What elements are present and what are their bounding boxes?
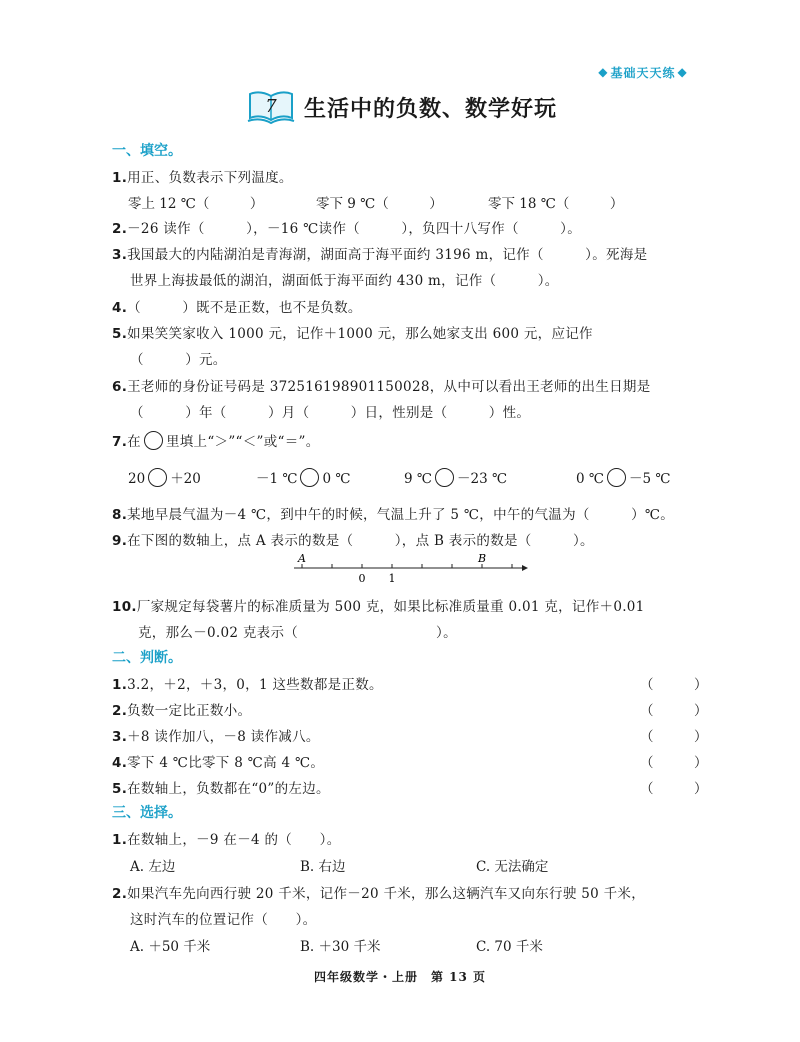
compare-circle-icon[interactable] bbox=[435, 468, 454, 487]
compare-item bbox=[576, 467, 670, 487]
q-text: 厂家规定每袋薯片的标准质量为 500 克，如果比标准质量重 0.01 克，记作＋0.01 bbox=[136, 599, 645, 615]
q-text: 用正、负数表示下列温度。 bbox=[127, 170, 293, 186]
fill-q5 bbox=[112, 322, 593, 342]
compare-left: 0 ℃ bbox=[576, 471, 604, 487]
diamond-icon: ◆ bbox=[598, 65, 609, 79]
q-number: 5. bbox=[112, 326, 128, 342]
judge-item bbox=[112, 751, 324, 771]
compare-item bbox=[128, 467, 201, 487]
fill-q6 bbox=[112, 375, 651, 395]
q-number: 6. bbox=[112, 379, 128, 395]
number-line bbox=[290, 550, 530, 586]
compare-right: －23 ℃ bbox=[456, 471, 508, 487]
q-text: 如果汽车先向西行驶 20 千米，记作－20 千米，那么这辆汽车又向东行驶 50 千米， bbox=[127, 886, 646, 902]
q-text: 在数轴上，负数都在“0”的左边。 bbox=[127, 781, 330, 797]
judge-item bbox=[112, 725, 320, 745]
q-text: －26 读作（ ），－16 ℃读作（ ），负四十八写作（ ）。 bbox=[127, 221, 582, 237]
q-text: （ ）既不是正数，也不是负数。 bbox=[127, 300, 362, 316]
choice-q1 bbox=[112, 828, 341, 848]
lesson-header bbox=[0, 88, 800, 128]
choice-q2 bbox=[112, 882, 645, 902]
fill-q3-cont: 世界上海拔最低的湖泊，湖面低于海平面约 430 m，记作（ ）。 bbox=[130, 273, 559, 289]
page-title: 生活中的负数、数学好玩 bbox=[304, 97, 558, 122]
compare-right: －5 ℃ bbox=[628, 471, 671, 487]
q-text: 在下图的数轴上，点 A 表示的数是（ ），点 B 表示的数是（ ）。 bbox=[127, 533, 594, 549]
q-number: 2. bbox=[112, 221, 128, 237]
q-text-post: 里填上“＞”“＜”或“＝”。 bbox=[165, 434, 320, 450]
compare-circle-icon[interactable] bbox=[300, 468, 319, 487]
q-number: 1. bbox=[112, 677, 128, 693]
q-number: 9. bbox=[112, 533, 128, 549]
judge-item bbox=[112, 699, 251, 719]
choice-option[interactable]: A. 左边 bbox=[130, 859, 176, 875]
q-text: 在数轴上，－9 在－4 的（ ）。 bbox=[127, 832, 341, 848]
tick-label-one: 1 bbox=[388, 572, 396, 585]
fill-q7 bbox=[112, 430, 320, 450]
q-number: 1. bbox=[112, 170, 128, 186]
q-number: 8. bbox=[112, 507, 128, 523]
q-number: 3. bbox=[112, 247, 128, 263]
q-text: 负数一定比正数小。 bbox=[127, 703, 252, 719]
q-number: 2. bbox=[112, 886, 128, 902]
judge-answer-paren[interactable]: （ ） bbox=[640, 755, 708, 771]
fill-q5-cont: （ ）元。 bbox=[130, 352, 227, 368]
q-text: 我国最大的内陆湖泊是青海湖，湖面高于海平面约 3196 m，记作（ ）。死海是 bbox=[127, 247, 648, 263]
choice-option[interactable]: A. ＋50 千米 bbox=[130, 939, 211, 955]
tick-label-zero: 0 bbox=[358, 572, 366, 585]
fill-q1-item: 零下 9 ℃（ ） bbox=[316, 196, 443, 212]
q-text: 3.2，＋2，＋3，0，1 这些数都是正数。 bbox=[127, 677, 383, 693]
q-number: 3. bbox=[112, 729, 128, 745]
judge-answer-paren[interactable]: （ ） bbox=[640, 703, 708, 719]
q-text: ＋8 读作加八，－8 读作减八。 bbox=[127, 729, 320, 745]
point-b-label: B bbox=[477, 552, 487, 565]
choice-option[interactable]: B. 右边 bbox=[300, 859, 346, 875]
judge-answer-paren[interactable]: （ ） bbox=[640, 781, 708, 797]
compare-left: 20 bbox=[128, 471, 146, 487]
fill-q1-item: 零上 12 ℃（ ） bbox=[128, 196, 264, 212]
fill-q1-item: 零下 18 ℃（ ） bbox=[488, 196, 624, 212]
arrow-icon bbox=[522, 565, 528, 571]
judge-item bbox=[112, 777, 330, 797]
q-number: 2. bbox=[112, 703, 128, 719]
judge-answer-paren[interactable]: （ ） bbox=[640, 729, 708, 745]
compare-left: －1 ℃ bbox=[256, 471, 298, 487]
fill-q9 bbox=[112, 529, 594, 549]
fill-q4 bbox=[112, 296, 362, 316]
compare-right: 0 ℃ bbox=[322, 471, 351, 487]
point-a-label: A bbox=[298, 552, 306, 565]
judge-item bbox=[112, 673, 383, 693]
q-text: 零下 4 ℃比零下 8 ℃高 4 ℃。 bbox=[127, 755, 325, 771]
q-number: 1. bbox=[112, 832, 128, 848]
judge-answer-paren[interactable]: （ ） bbox=[640, 677, 708, 693]
fill-q3 bbox=[112, 243, 647, 263]
fill-q8 bbox=[112, 503, 674, 523]
fill-q6-cont: （ ）年（ ）月（ ）日，性别是（ ）性。 bbox=[130, 405, 531, 421]
page-footer: 四年级数学・上册 第 13 页 bbox=[313, 970, 487, 984]
q-number: 4. bbox=[112, 755, 128, 771]
choice-option[interactable]: C. 70 千米 bbox=[476, 939, 543, 955]
choice-option[interactable]: B. ＋30 千米 bbox=[300, 939, 381, 955]
compare-circle-icon bbox=[144, 431, 163, 450]
q-text: 某地早晨气温为－4 ℃，到中午的时候，气温上升了 5 ℃，中午的气温为（ ）℃。 bbox=[127, 507, 675, 523]
choice-q2-cont: 这时汽车的位置记作（ ）。 bbox=[130, 912, 317, 928]
q-text: 如果笑笑家收入 1000 元，记作＋1000 元，那么她家支出 600 元，应记作 bbox=[127, 326, 593, 342]
lesson-number: 7 bbox=[265, 96, 277, 117]
fill-q1 bbox=[112, 166, 293, 186]
compare-left: 9 ℃ bbox=[404, 471, 432, 487]
fill-q10-cont: 克，那么－0.02 克表示（ ）。 bbox=[138, 625, 457, 641]
choice-option[interactable]: C. 无法确定 bbox=[476, 859, 549, 875]
q-number: 10. bbox=[112, 599, 137, 615]
compare-circle-icon[interactable] bbox=[607, 468, 626, 487]
compare-item bbox=[256, 467, 350, 487]
section-judge-title: 二、判断。 bbox=[112, 650, 182, 666]
fill-q10 bbox=[112, 595, 645, 615]
section-fill-title: 一、填空。 bbox=[112, 143, 182, 159]
compare-circle-icon[interactable] bbox=[148, 468, 167, 487]
fill-q2 bbox=[112, 217, 581, 237]
compare-item bbox=[404, 467, 507, 487]
compare-right: ＋20 bbox=[170, 471, 201, 487]
series-badge bbox=[592, 62, 694, 82]
section-choice-title: 三、选择。 bbox=[112, 805, 182, 821]
q-number: 7. bbox=[112, 434, 128, 450]
badge-label: 基础天天练 bbox=[610, 65, 676, 80]
q-text-pre: 在 bbox=[127, 434, 141, 450]
open-book-icon bbox=[246, 88, 296, 126]
diamond-icon: ◆ bbox=[677, 65, 688, 79]
q-text: 王老师的身份证号码是 372516198901150028，从中可以看出王老师的出生日期是 bbox=[127, 379, 651, 395]
q-number: 4. bbox=[112, 300, 128, 316]
q-number: 5. bbox=[112, 781, 128, 797]
